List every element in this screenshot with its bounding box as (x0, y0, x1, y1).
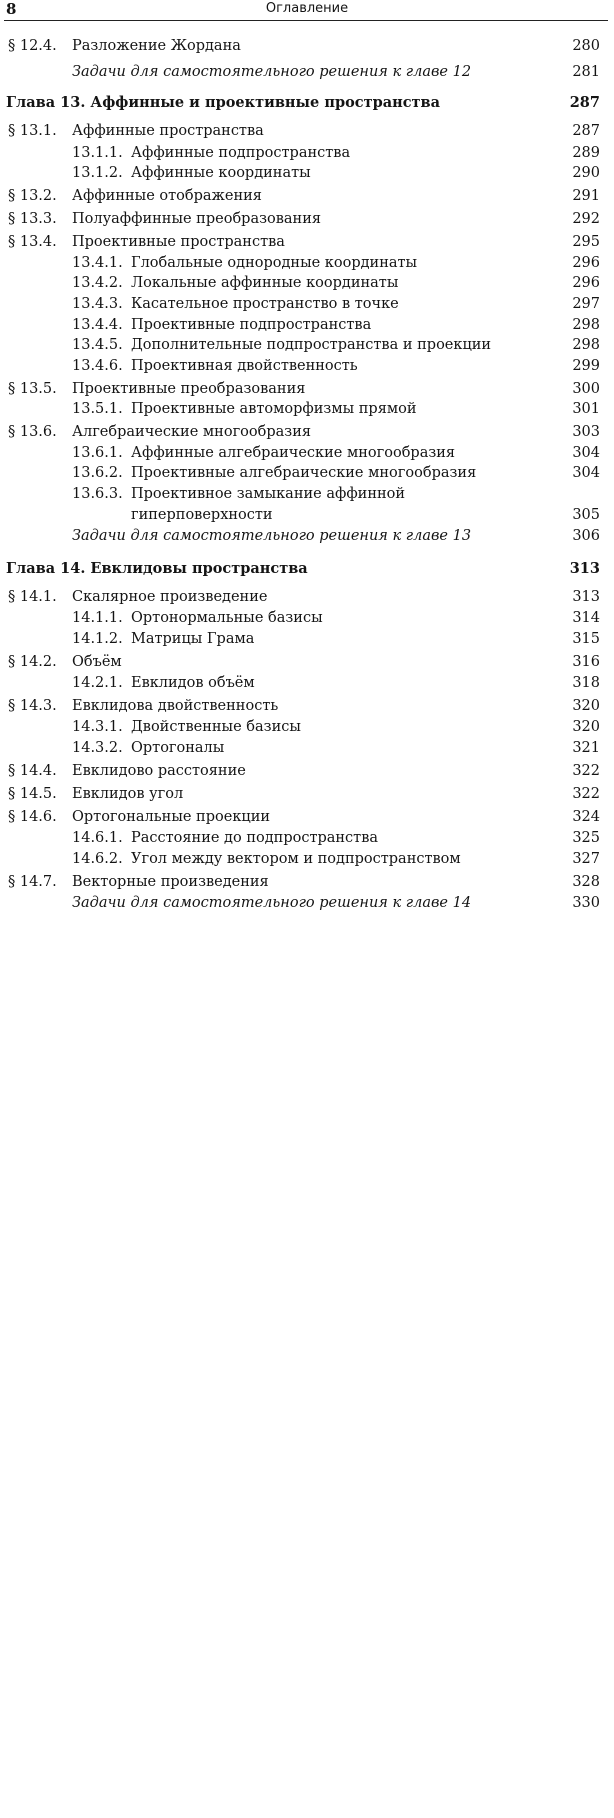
toc-entry-number: 13.5.1. (72, 401, 123, 417)
toc-entry-page: 296 (572, 275, 600, 291)
toc-entry-title: Проективные автоморфизмы прямой (131, 401, 417, 417)
toc-section-entry (0, 209, 614, 229)
toc-entry-title: Ортогональные проекции (72, 809, 271, 825)
toc-subsection-entry (0, 294, 614, 314)
toc-entry-number: § 14.7. (8, 874, 57, 890)
toc-entry-title: Ортонормальные базисы (131, 610, 323, 626)
toc-section-entry (0, 587, 614, 607)
toc-subsection-entry (0, 253, 614, 273)
toc-entry-page: 287 (572, 123, 600, 139)
toc-entry-title: Аффинные координаты (131, 165, 311, 181)
toc-entry-page: 280 (572, 38, 600, 54)
toc-entry-page: 324 (572, 809, 600, 825)
toc-entry-page: 327 (572, 851, 600, 867)
toc-subsection-entry (0, 356, 614, 376)
toc-entry-page: 325 (572, 830, 600, 846)
toc-entry-title: Проективная двойственность (131, 358, 358, 374)
toc-entry-number: 14.6.1. (72, 830, 123, 846)
toc-section-entry (0, 36, 614, 56)
toc-subsection-entry (0, 463, 614, 483)
toc-entry-title: Проективные пространства (72, 234, 285, 250)
toc-section-entry (0, 186, 614, 206)
toc-entry-page: 313 (572, 589, 600, 605)
toc-entry-title: гиперповерхности (131, 507, 273, 523)
toc-entry-page: 303 (572, 424, 600, 440)
toc-entry-title: Аффинные пространства (72, 123, 264, 139)
toc-entry-number: 13.6.3. (72, 486, 123, 502)
toc-entry-title: Разложение Жордана (72, 38, 241, 54)
toc-section-entry (0, 807, 614, 827)
toc-entry-number: § 13.1. (8, 123, 57, 139)
toc-subsection-entry (0, 315, 614, 335)
toc-entry-page: 318 (572, 675, 600, 691)
toc-entry-number: 14.1.2. (72, 631, 123, 647)
toc-subsection-entry (0, 505, 614, 525)
toc-entry-page: 321 (572, 740, 600, 756)
toc-subsection-entry (0, 828, 614, 848)
toc-entry-number: 13.1.2. (72, 165, 123, 181)
toc-entry-title: Евклидов объём (131, 675, 255, 691)
toc-entry-title: Алгебраические многообразия (72, 424, 312, 440)
toc-entry-title: Полуаффинные преобразования (72, 211, 322, 227)
toc-entry-page: 299 (572, 358, 600, 374)
toc-entry-title: Проективные преобразования (72, 381, 306, 397)
toc-subsection-entry (0, 608, 614, 628)
toc-entry-page: 322 (572, 786, 600, 802)
toc-entry-title: Проективные подпространства (131, 317, 372, 333)
toc-entry-page: 320 (572, 719, 600, 735)
toc-entry-page: 305 (572, 507, 600, 523)
toc-entry-page: 289 (572, 145, 600, 161)
toc-entry-title: Евклидово расстояние (72, 763, 246, 779)
toc-entry-number: 13.6.2. (72, 465, 123, 481)
toc-section-entry (0, 422, 614, 442)
toc-section-entry (0, 121, 614, 141)
toc-entry-page: 316 (572, 654, 600, 670)
toc-entry-number: § 13.2. (8, 188, 57, 204)
toc-entry-page: 304 (572, 465, 600, 481)
toc-entry-number: 14.3.1. (72, 719, 123, 735)
page-number: 8 (6, 0, 17, 18)
toc-entry-number: § 13.5. (8, 381, 57, 397)
toc-entry-title: Расстояние до подпространства (131, 830, 379, 846)
toc-section-entry (0, 232, 614, 252)
toc-entry-title: Аффинные алгебраические многообразия (131, 445, 456, 461)
toc-entry-title: Евклидова двойственность (72, 698, 279, 714)
toc-entry-title: Проективное замыкание аффинной (131, 486, 406, 502)
toc-entry-page: 320 (572, 698, 600, 714)
toc-entry-number: 13.4.3. (72, 296, 123, 312)
toc-entry-number: 14.2.1. (72, 675, 123, 691)
toc-entry-title: Евклидов угол (72, 786, 184, 802)
toc-entry-page: 281 (572, 64, 600, 80)
toc-subsection-entry (0, 738, 614, 758)
toc-entry-number: 13.1.1. (72, 145, 123, 161)
toc-tasks-entry (0, 893, 614, 913)
toc-entry-page: 287 (569, 94, 600, 111)
toc-entry-title: Матрицы Грама (131, 631, 255, 647)
toc-entry-number: § 14.6. (8, 809, 57, 825)
toc-entry-page: 290 (572, 165, 600, 181)
toc-entry-page: 291 (572, 188, 600, 204)
header-rule (4, 20, 608, 21)
running-title: Оглавление (265, 1, 349, 16)
toc-subsection-entry (0, 717, 614, 737)
toc-subsection-entry (0, 335, 614, 355)
toc-chapter-entry (0, 559, 614, 579)
toc-subsection-entry (0, 849, 614, 869)
toc-entry-number: § 12.4. (8, 38, 57, 54)
toc-section-entry (0, 652, 614, 672)
toc-section-entry (0, 761, 614, 781)
toc-entry-page: 295 (572, 234, 600, 250)
toc-entry-title: Объём (72, 654, 122, 670)
toc-entry-title: Задачи для самостоятельного решения к главе 12 (72, 64, 472, 80)
toc-entry-title: Задачи для самостоятельного решения к главе 14 (72, 895, 472, 911)
toc-entry-number: 13.4.4. (72, 317, 123, 333)
toc-entry-number: § 14.5. (8, 786, 57, 802)
toc-entry-page: 313 (569, 560, 600, 577)
toc-subsection-entry (0, 399, 614, 419)
toc-entry-page: 322 (572, 763, 600, 779)
toc-section-entry (0, 872, 614, 892)
toc-entry-number: § 13.4. (8, 234, 57, 250)
toc-entry-page: 330 (572, 895, 600, 911)
toc-entry-page: 292 (572, 211, 600, 227)
toc-entry-title: Касательное пространство в точке (131, 296, 399, 312)
toc-entry-title: Двойственные базисы (131, 719, 301, 735)
toc-subsection-entry (0, 273, 614, 293)
toc-entry-number: § 14.1. (8, 589, 57, 605)
toc-entry-title: Скалярное произведение (72, 589, 268, 605)
toc-section-entry (0, 379, 614, 399)
toc-entry-title: Векторные произведения (72, 874, 269, 890)
toc-chapter-entry (0, 93, 614, 113)
toc-entry-number: 14.1.1. (72, 610, 123, 626)
toc-entry-title: Глобальные однородные координаты (131, 255, 418, 271)
toc-tasks-entry (0, 62, 614, 82)
toc-entry-title: Аффинные отображения (72, 188, 262, 204)
toc-entry-number: 13.6.1. (72, 445, 123, 461)
toc-entry-page: 328 (572, 874, 600, 890)
toc-entry-number: § 14.4. (8, 763, 57, 779)
toc-entry-page: 301 (572, 401, 600, 417)
toc-entry-page: 297 (572, 296, 600, 312)
toc-entry-title: Аффинные подпространства (131, 145, 351, 161)
toc-entry-title: Дополнительные подпространства и проекции (131, 337, 492, 353)
toc-entry-page: 296 (572, 255, 600, 271)
toc-entry-number: § 14.2. (8, 654, 57, 670)
toc-tasks-entry (0, 526, 614, 546)
toc-section-entry (0, 784, 614, 804)
toc-entry-page: 315 (572, 631, 600, 647)
toc-subsection-entry (0, 143, 614, 163)
toc-entry-title: Глава 14. Евклидовы пространства (6, 560, 308, 577)
toc-subsection-entry (0, 443, 614, 463)
toc-entry-page: 300 (572, 381, 600, 397)
toc-entry-page: 298 (572, 317, 600, 333)
toc-entry-title: Задачи для самостоятельного решения к главе 13 (72, 528, 472, 544)
toc-entry-page: 298 (572, 337, 600, 353)
toc-entry-number: 13.4.6. (72, 358, 123, 374)
toc-entry-number: 13.4.5. (72, 337, 123, 353)
page-header (0, 0, 614, 22)
toc-subsection-entry (0, 629, 614, 649)
toc-entry-number: 13.4.1. (72, 255, 123, 271)
toc-entry-page: 314 (572, 610, 600, 626)
toc-entry-page: 306 (572, 528, 600, 544)
toc-entry-title: Локальные аффинные координаты (131, 275, 399, 291)
toc-entry-number: § 13.6. (8, 424, 57, 440)
toc-section-entry (0, 696, 614, 716)
toc-entry-number: § 13.3. (8, 211, 57, 227)
toc-entry-title: Угол между вектором и подпространством (131, 851, 461, 867)
toc-subsection-entry (0, 484, 614, 504)
toc-entry-number: 13.4.2. (72, 275, 123, 291)
toc-entry-title: Глава 13. Аффинные и проективные пространства (6, 94, 441, 111)
toc-entry-title: Проективные алгебраические многообразия (131, 465, 477, 481)
toc-subsection-entry (0, 673, 614, 693)
toc-subsection-entry (0, 163, 614, 183)
toc-entry-number: 14.3.2. (72, 740, 123, 756)
toc-entry-page: 304 (572, 445, 600, 461)
toc-entry-number: 14.6.2. (72, 851, 123, 867)
toc-entry-number: § 14.3. (8, 698, 57, 714)
toc-entry-title: Ортогоналы (131, 740, 225, 756)
